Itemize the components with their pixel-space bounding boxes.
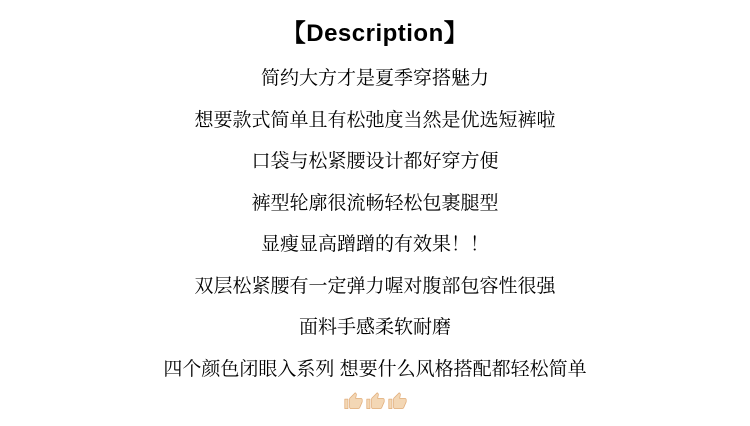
thumbs-up-icon (344, 392, 363, 411)
description-line: 简约大方才是夏季穿搭魅力 (260, 68, 489, 89)
thumbs-up-icon (388, 392, 407, 411)
description-line: 想要款式简单且有松弛度当然是优选短裤啦 (194, 109, 556, 131)
description-line: 双层松紧腰有一定弹力喔对腹部包容性很强 (194, 275, 556, 297)
description-text-block (0, 58, 750, 390)
description-line: 面料手感柔软耐磨 (298, 317, 451, 338)
description-line: 口袋与松紧腰设计都好穿方便 (251, 151, 499, 172)
page-title: 【Description】 (281, 20, 469, 47)
thumbs-up-icon (366, 392, 385, 411)
thumbs-up-row (0, 390, 750, 412)
description-line: 四个颜色闭眼入系列 想要什么风格搭配都轻松简单 (163, 358, 587, 380)
description-line: 裤型轮廓很流畅轻松包裹腿型 (251, 192, 499, 214)
description-line: 显瘦显高蹭蹭的有效果！！ (260, 234, 489, 255)
